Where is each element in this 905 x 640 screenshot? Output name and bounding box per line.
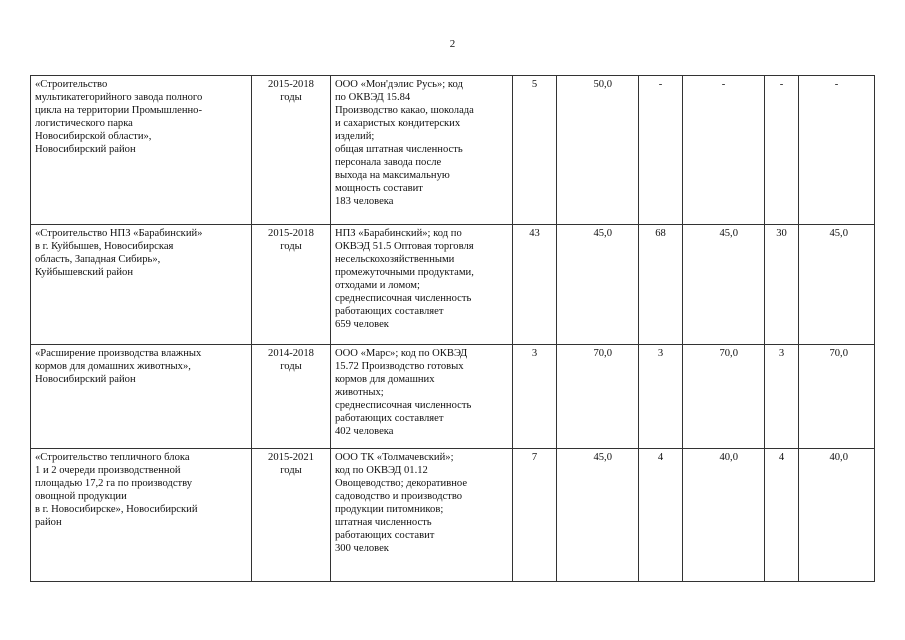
project-name-cell: «Строительство НПЗ «Барабинский» в г. Куйбышев, Новосибирская область, Западная Сибирь», Куйбышевский район: [31, 225, 252, 345]
project-name-cell: «Расширение производства влажных кормов для домашних животных», Новосибирский район: [31, 345, 252, 449]
value-cell: -: [639, 76, 683, 225]
value-cell: 4: [765, 449, 799, 582]
value-cell: -: [683, 76, 765, 225]
value-cell: 45,0: [557, 449, 639, 582]
investor-cell: ООО «Мон'дэлис Русь»; код по ОКВЭД 15.84 Производство какао, шоколада и сахаристых кондитерских изделий; общая штатная численность персонала завода после выхода на максимальную мощность составит 183 человека: [331, 76, 513, 225]
value-cell: 68: [639, 225, 683, 345]
table-row: [31, 225, 875, 345]
value-cell: 7: [513, 449, 557, 582]
value-cell: 45,0: [799, 225, 875, 345]
value-cell: 70,0: [683, 345, 765, 449]
value-cell: 30: [765, 225, 799, 345]
value-cell: 4: [639, 449, 683, 582]
value-cell: 70,0: [557, 345, 639, 449]
value-cell: 40,0: [683, 449, 765, 582]
value-cell: 50,0: [557, 76, 639, 225]
project-name-cell: «Строительство тепличного блока 1 и 2 очереди производственной площадью 17,2 га по производству овощной продукции в г. Новосибирске», Новосибирский район: [31, 449, 252, 582]
value-cell: 3: [639, 345, 683, 449]
investor-cell: НПЗ «Барабинский»; код по ОКВЭД 51.5 Оптовая торговля несельскохозяйственными промежуточными продуктами, отходами и ломом; среднесписочная численность работающих составляет 659 человек: [331, 225, 513, 345]
period-cell: 2015-2018 годы: [252, 76, 331, 225]
value-cell: 3: [765, 345, 799, 449]
investor-cell: ООО ТК «Толмачевский»; код по ОКВЭД 01.12 Овощеводство; декоративное садоводство и производство продукции питомников; штатная численность работающих составит 300 человек: [331, 449, 513, 582]
project-name-cell: «Строительство мультикатегорийного завода полного цикла на территории Промышленно- логистического парка Новосибирской области», Новосибирский район: [31, 76, 252, 225]
period-cell: 2015-2018 годы: [252, 225, 331, 345]
value-cell: 40,0: [799, 449, 875, 582]
value-cell: -: [765, 76, 799, 225]
value-cell: 45,0: [683, 225, 765, 345]
value-cell: 5: [513, 76, 557, 225]
page-number: 2: [449, 38, 456, 50]
table-row: [31, 449, 875, 582]
value-cell: 45,0: [557, 225, 639, 345]
period-cell: 2015-2021 годы: [252, 449, 331, 582]
investor-cell: ООО «Марс»; код по ОКВЭД 15.72 Производство готовых кормов для домашних животных; среднесписочная численность работающих составляет 402 человека: [331, 345, 513, 449]
value-cell: -: [799, 76, 875, 225]
value-cell: 3: [513, 345, 557, 449]
value-cell: 70,0: [799, 345, 875, 449]
table-row: [31, 345, 875, 449]
projects-table: [30, 75, 875, 582]
value-cell: 43: [513, 225, 557, 345]
period-cell: 2014-2018 годы: [252, 345, 331, 449]
table-row: [31, 76, 875, 225]
